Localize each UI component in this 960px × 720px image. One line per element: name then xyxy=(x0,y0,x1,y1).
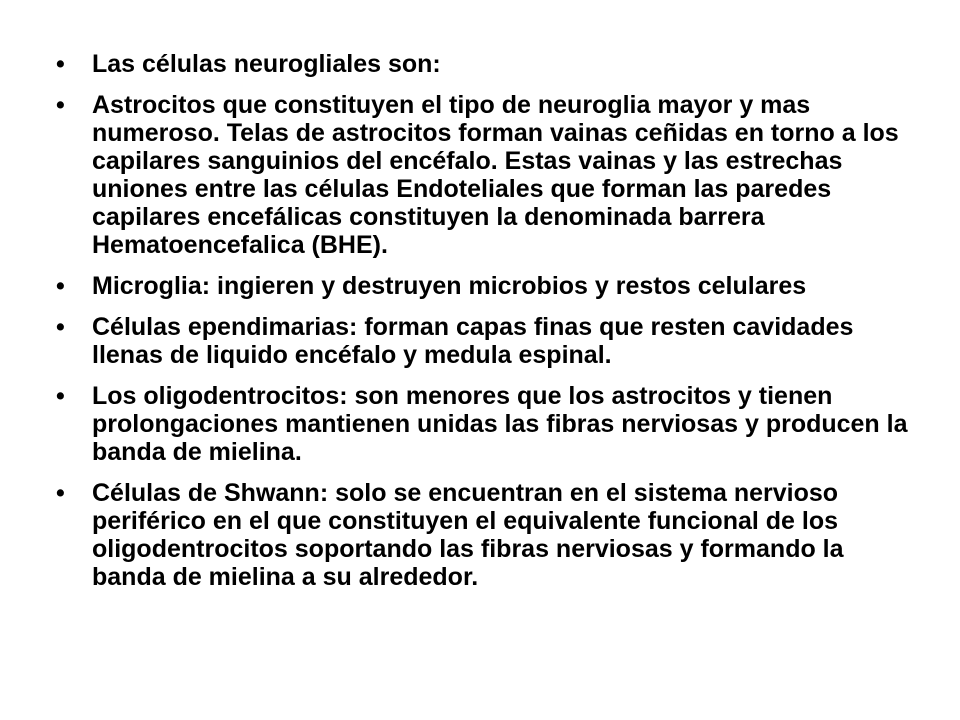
bullet-text: Astrocitos que constituyen el tipo de neuroglia mayor y mas numeroso. Telas de astrocitos forman vainas ceñidas en torno a los capilares sanguinios del encéfalo. Estas vainas y las estrechas uniones entre las células Endoteliales que forman las paredes capilares encefálicas constituyen la denominada barrera Hematoencefalica (BHE). xyxy=(92,91,899,259)
bullet-text: Células de Shwann: solo se encuentran en el sistema nervioso periférico en el que constituyen el equivalente funcional de los oligodentrocitos soportando las fibras nerviosas y formando la banda de mielina a su alrededor. xyxy=(92,479,844,591)
bullet-dot-icon: • xyxy=(56,50,65,78)
bullet-dot-icon: • xyxy=(56,91,65,119)
bullet-dot-icon: • xyxy=(56,382,65,410)
bullet-list xyxy=(56,50,916,591)
bullet-text: Microglia: ingieren y destruyen microbios y restos celulares xyxy=(92,272,807,300)
bullet-item-oligodentrocitos xyxy=(56,382,916,466)
bullet-text: Las células neurogliales son: xyxy=(92,50,441,78)
bullet-text: Los oligodentrocitos: son menores que los astrocitos y tienen prolongaciones mantienen unidas las fibras nerviosas y producen la banda de mielina. xyxy=(92,382,908,466)
bullet-item-shwann xyxy=(56,479,916,591)
bullet-item-astrocitos xyxy=(56,91,916,259)
bullet-item-intro xyxy=(56,50,916,78)
bullet-dot-icon: • xyxy=(56,313,65,341)
bullet-item-microglia xyxy=(56,272,916,300)
slide-body xyxy=(56,50,916,604)
bullet-item-ependimarias xyxy=(56,313,916,369)
bullet-text: Células ependimarias: forman capas finas que resten cavidades llenas de liquido encéfalo y medula espinal. xyxy=(92,313,854,369)
bullet-dot-icon: • xyxy=(56,272,65,300)
bullet-dot-icon: • xyxy=(56,479,65,507)
